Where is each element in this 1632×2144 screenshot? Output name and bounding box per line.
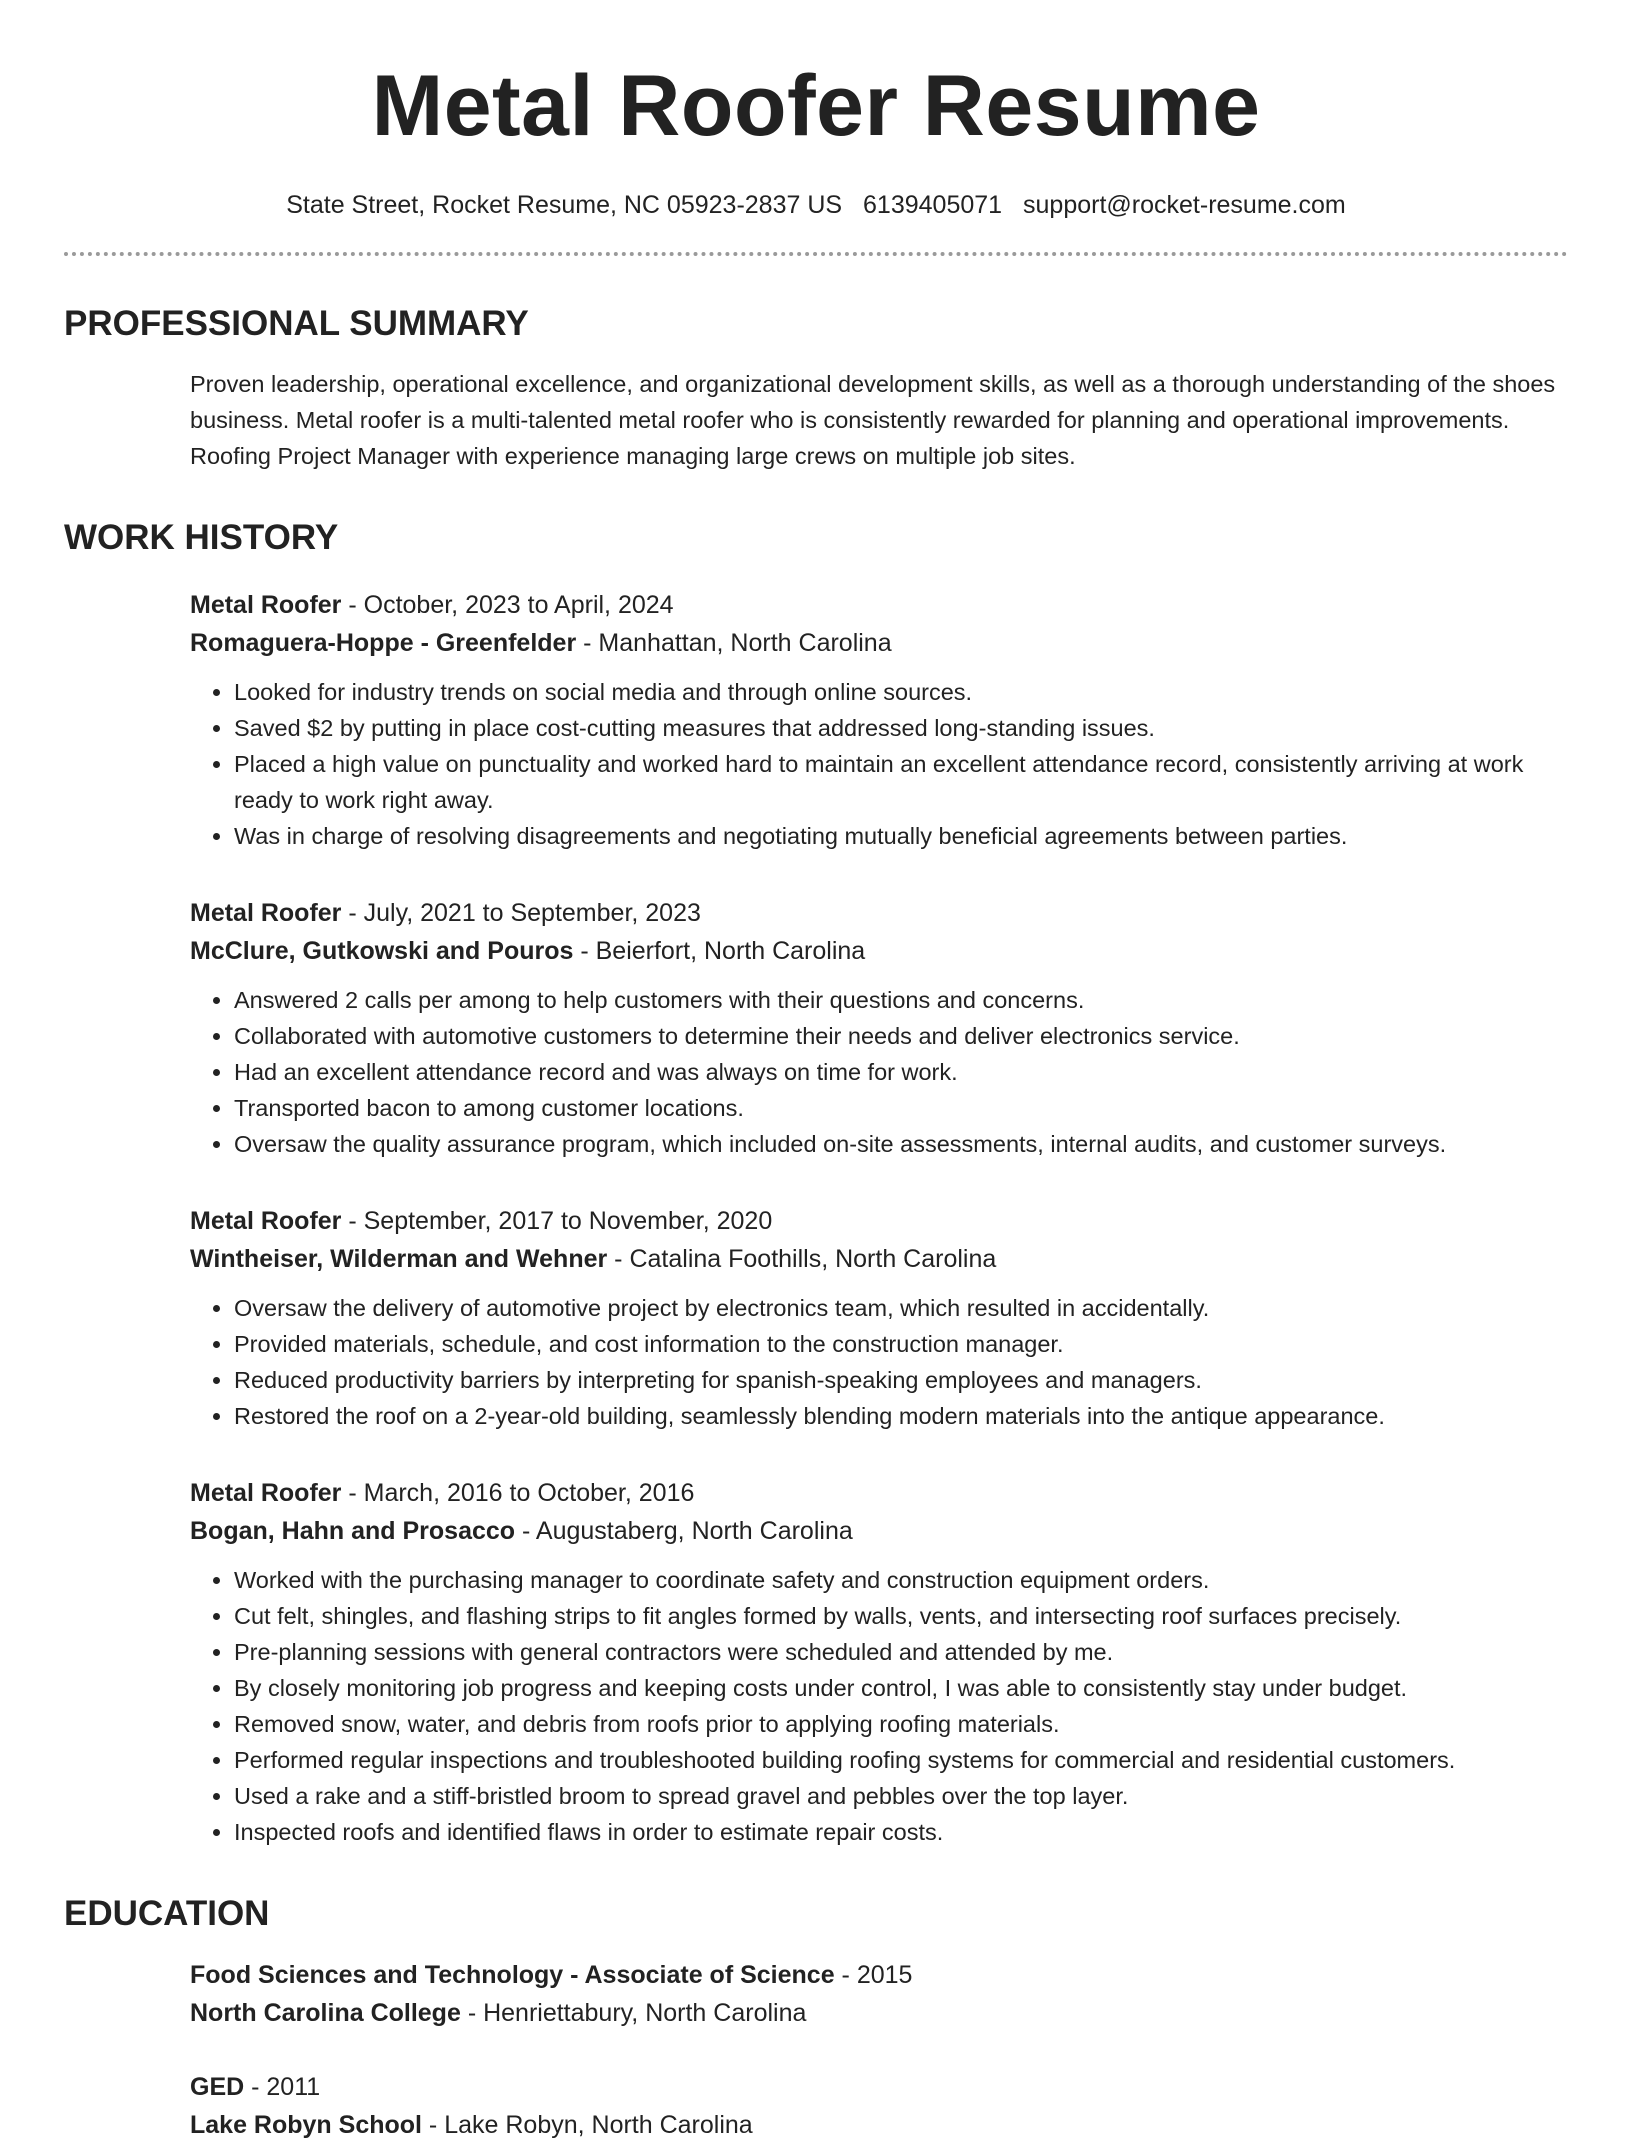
job-title: Metal Roofer [190, 1207, 342, 1235]
job-bullet: • Collaborated with automotive customers to determine their needs and deliver electronics service. [234, 1018, 1562, 1054]
contact-email: support@rocket-resume.com [1023, 191, 1346, 219]
job-bullet: • Placed a high value on punctuality and worked hard to maintain an excellent attendance record, consistently arriving at work ready to work right away. [234, 746, 1562, 818]
education-degree: GED [190, 2073, 245, 2101]
job-location: - Catalina Foothills, North Carolina [607, 1245, 997, 1273]
job-entry [190, 1202, 1562, 1434]
job-dates: - October, 2023 to April, 2024 [341, 591, 674, 619]
header-divider [64, 252, 1568, 256]
job-dates: - March, 2016 to October, 2016 [341, 1479, 695, 1507]
contact-address: State Street, Rocket Resume, NC 05923-2837 US [286, 191, 843, 219]
job-location: - Manhattan, North Carolina [576, 629, 892, 657]
job-title-line [190, 1202, 1562, 1240]
education-entry [190, 1956, 1562, 2032]
job-bullets [190, 674, 1562, 854]
job-title: Metal Roofer [190, 591, 342, 619]
job-bullet: • Inspected roofs and identified flaws in order to estimate repair costs. [234, 1814, 1562, 1850]
job-company: Wintheiser, Wilderman and Wehner [190, 1245, 608, 1273]
job-bullet: • Performed regular inspections and troubleshooted building roofing systems for commercial and residential customers. [234, 1742, 1562, 1778]
education-school: Lake Robyn School [190, 2111, 422, 2139]
summary-section [190, 366, 1562, 474]
job-company-line [190, 932, 1562, 970]
job-bullet: • Cut felt, shingles, and flashing strips to fit angles formed by walls, vents, and intersecting roof surfaces precisely. [234, 1598, 1562, 1634]
job-title-line [190, 586, 1562, 624]
education-heading: EDUCATION [64, 1894, 270, 1933]
resume-title: Metal Roofer Resume [371, 58, 1261, 154]
job-bullet: • Saved $2 by putting in place cost-cutting measures that addressed long-standing issues. [234, 710, 1562, 746]
job-bullet: • Looked for industry trends on social media and through online sources. [234, 674, 1562, 710]
job-bullet: • Answered 2 calls per among to help customers with their questions and concerns. [234, 982, 1562, 1018]
job-title: Metal Roofer [190, 1479, 342, 1507]
job-bullets [190, 1562, 1562, 1850]
job-bullets [190, 982, 1562, 1162]
job-bullet: • Oversaw the delivery of automotive project by electronics team, which resulted in accidentally. [234, 1290, 1562, 1326]
education-section [190, 1956, 1562, 2144]
job-bullet: • Was in charge of resolving disagreements and negotiating mutually beneficial agreements between parties. [234, 818, 1562, 854]
education-year: - 2015 [834, 1961, 913, 1989]
job-bullet: • Removed snow, water, and debris from roofs prior to applying roofing materials. [234, 1706, 1562, 1742]
education-location: - Lake Robyn, North Carolina [421, 2111, 753, 2139]
work-history-section [190, 586, 1562, 1850]
contact-phone: 6139405071 [863, 191, 1003, 219]
job-bullets [190, 1290, 1562, 1434]
job-company: McClure, Gutkowski and Pouros [190, 937, 574, 965]
job-bullet: • Reduced productivity barriers by interpreting for spanish-speaking employees and managers. [234, 1362, 1562, 1398]
job-company-line [190, 1512, 1562, 1550]
education-degree: Food Sciences and Technology - Associate of Science [190, 1961, 835, 1989]
job-company: Romaguera-Hoppe - Greenfelder [190, 629, 577, 657]
job-bullet: • By closely monitoring job progress and keeping costs under control, I was able to consistently stay under budget. [234, 1670, 1562, 1706]
education-degree-line [190, 1956, 1562, 1994]
job-title: Metal Roofer [190, 899, 342, 927]
job-bullet: • Had an excellent attendance record and was always on time for work. [234, 1054, 1562, 1090]
job-entry [190, 1474, 1562, 1850]
education-location: - Henriettabury, North Carolina [460, 1999, 807, 2027]
job-bullet: • Transported bacon to among customer locations. [234, 1090, 1562, 1126]
summary-text: Proven leadership, operational excellence, and organizational development skills, as well as a thorough understanding of the shoes business. Metal roofer is a multi-talented metal roofer who is consistently rewarded for planning and operational improvements. Roofing Project Manager with experience managing large crews on multiple job sites. [190, 371, 1556, 469]
job-bullet: • Restored the roof on a 2-year-old building, seamlessly blending modern materials into the antique appearance. [234, 1398, 1562, 1434]
work-history-heading: WORK HISTORY [64, 518, 339, 557]
job-entry [190, 586, 1562, 854]
job-dates: - September, 2017 to November, 2020 [341, 1207, 773, 1235]
job-bullet: • Worked with the purchasing manager to coordinate safety and construction equipment orders. [234, 1562, 1562, 1598]
job-entry [190, 894, 1562, 1162]
education-year: - 2011 [244, 2073, 321, 2101]
job-company: Bogan, Hahn and Prosacco [190, 1517, 516, 1545]
education-entry [190, 2068, 1562, 2144]
job-bullet: • Used a rake and a stiff-bristled broom to spread gravel and pebbles over the top layer. [234, 1778, 1562, 1814]
job-dates: - July, 2021 to September, 2023 [341, 899, 701, 927]
summary-heading: PROFESSIONAL SUMMARY [64, 304, 529, 343]
job-bullet: • Provided materials, schedule, and cost information to the construction manager. [234, 1326, 1562, 1362]
job-location: - Augustaberg, North Carolina [515, 1517, 853, 1545]
job-title-line [190, 894, 1562, 932]
job-title-line [190, 1474, 1562, 1512]
job-bullet: • Oversaw the quality assurance program, which included on-site assessments, internal audits, and customer surveys. [234, 1126, 1562, 1162]
education-school: North Carolina College [190, 1999, 461, 2027]
education-school-line [190, 1994, 1562, 2032]
job-location: - Beierfort, North Carolina [573, 937, 866, 965]
contact-line [64, 190, 1568, 220]
job-company-line [190, 1240, 1562, 1278]
education-degree-line [190, 2068, 1562, 2106]
job-bullet: • Pre-planning sessions with general contractors were scheduled and attended by me. [234, 1634, 1562, 1670]
job-company-line [190, 624, 1562, 662]
